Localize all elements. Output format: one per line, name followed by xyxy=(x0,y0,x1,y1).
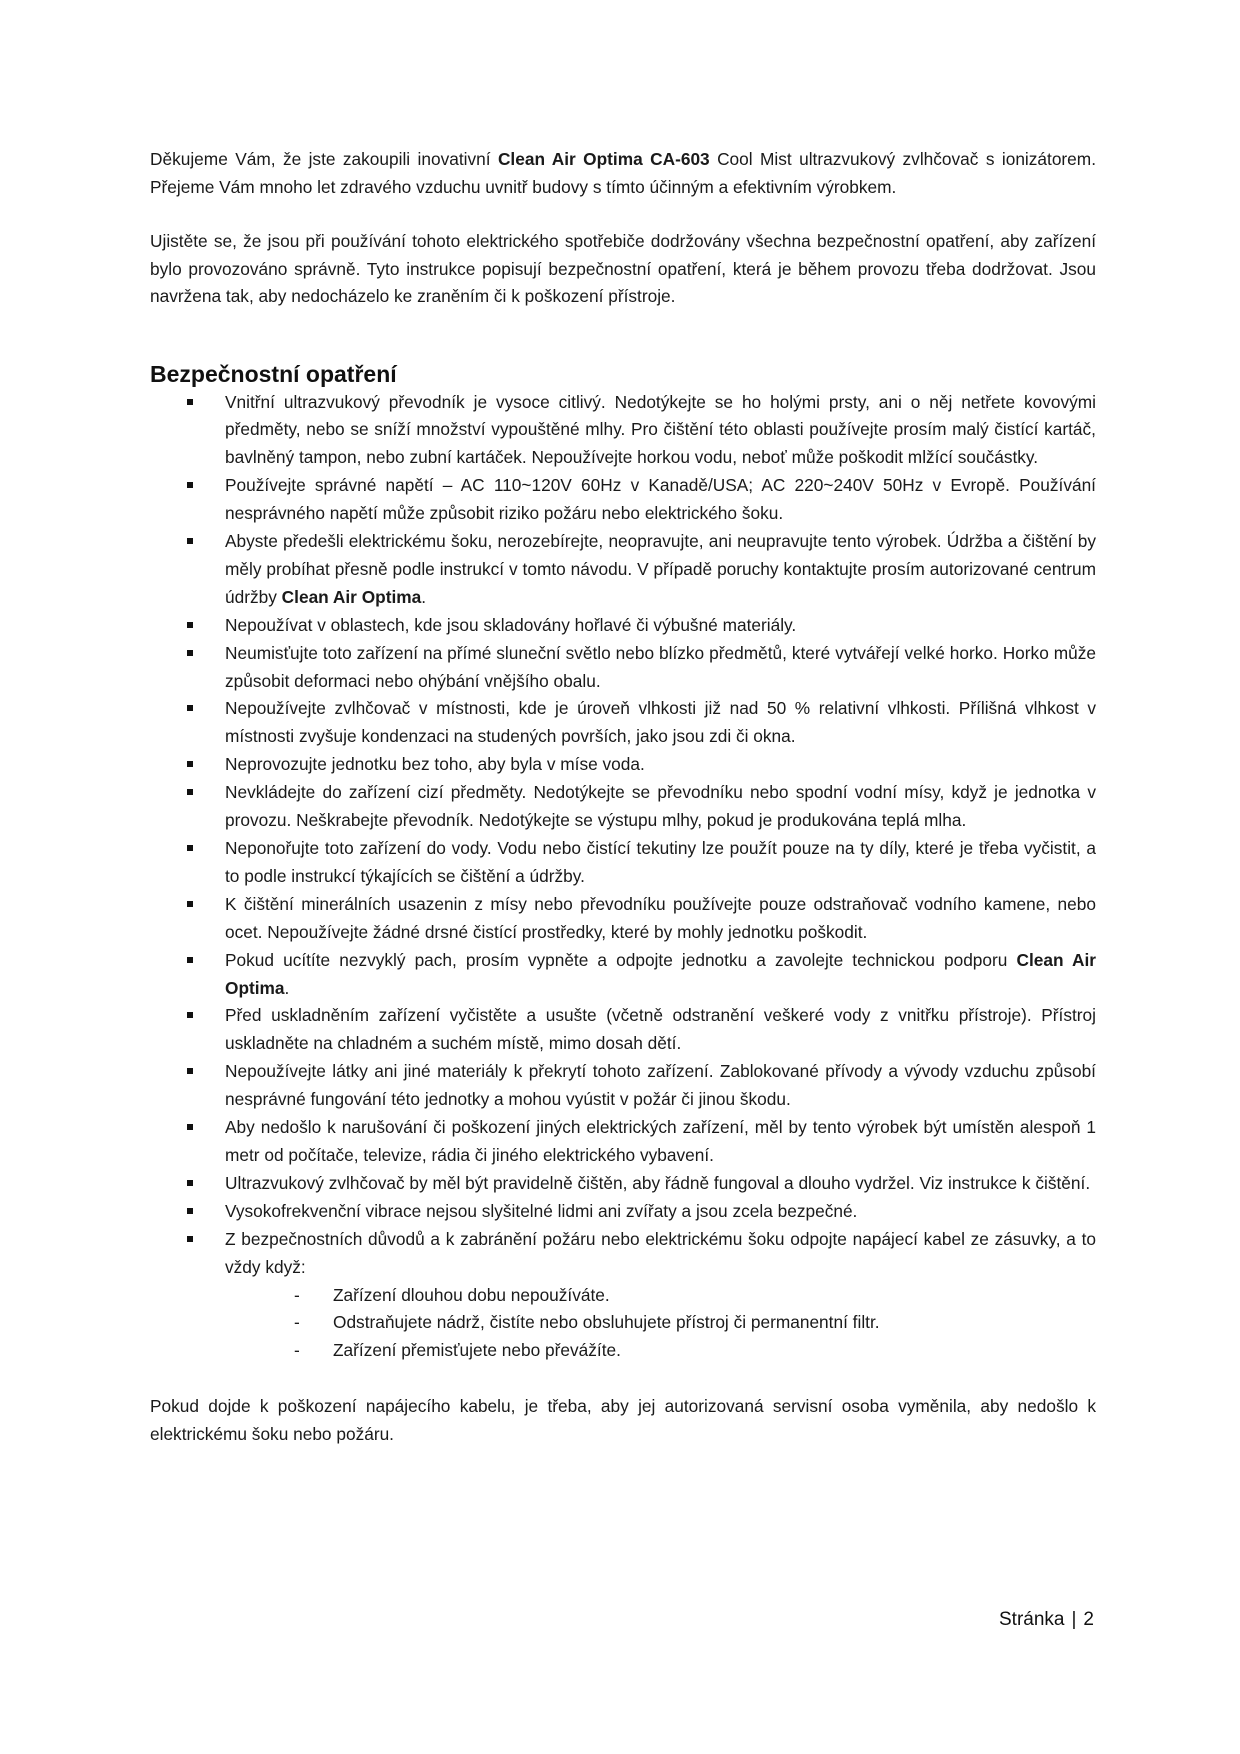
safety-bullet-item xyxy=(150,528,1096,612)
brand-name: Clean Air Optima xyxy=(281,586,422,607)
safety-bullet-item xyxy=(150,891,1096,947)
square-bullet-icon xyxy=(187,1180,193,1186)
square-bullet-icon xyxy=(187,789,193,795)
condition-text: Odstraňujete nádrž, čistíte nebo obsluhujete přístroj či permanentní filtr. xyxy=(333,1312,880,1333)
safety-bullet-item xyxy=(150,389,1096,473)
page-label: Stránka xyxy=(999,1609,1065,1630)
square-bullet-icon xyxy=(187,622,193,628)
safety-bullet-item xyxy=(150,779,1096,835)
safety-bullet-item xyxy=(150,612,1096,640)
bullet-text: Vnitřní ultrazvukový převodník je vysoce citlivý. Nedotýkejte se ho holými prsty, ani o něj netřete kovovými předměty, nebo se sníží množství vypouštěné mlhy. Pro čištění této oblasti používejte prosím malý čistící kartáč, bavlněný tampon, nebo zubní kartáček. Nepoužívejte horkou vodu, neboť může poškodit mlžící součástky. xyxy=(225,391,1096,468)
safety-bullet-item xyxy=(150,751,1096,779)
safety-bullet-item xyxy=(150,695,1096,751)
square-bullet-icon xyxy=(187,705,193,711)
page-footer xyxy=(999,1608,1094,1632)
bullet-text: Z bezpečnostních důvodů a k zabránění požáru nebo elektrickému šoku odpojte napájecí kabel ze zásuvky, a to vždy když: xyxy=(225,1228,1096,1277)
product-name: Clean Air Optima CA-603 xyxy=(497,149,710,169)
unplug-condition-item xyxy=(150,1282,1096,1310)
condition-text: Zařízení přemisťujete nebo převážíte. xyxy=(333,1340,621,1361)
bullet-text: Ultrazvukový zvlhčovač by měl být pravidelně čištěn, aby řádně fungoval a dlouho vydržel. Viz instrukce k čištění. xyxy=(225,1172,1091,1193)
safety-bullet-item xyxy=(150,947,1096,1003)
square-bullet-icon xyxy=(187,845,193,851)
bullet-text: Používejte správné napětí – AC 110~120V 60Hz v Kanadě/USA; AC 220~240V 50Hz v Evropě. Používání nesprávného napětí může způsobit riziko požáru nebo elektrického šoku. xyxy=(225,475,1096,524)
dash-marker: - xyxy=(294,1284,300,1305)
bullet-text: Neprovozujte jednotku bez toho, aby byla v míse voda. xyxy=(225,754,645,775)
safety-bullet-item xyxy=(150,835,1096,891)
bullet-text-end: . xyxy=(284,977,290,998)
square-bullet-icon xyxy=(187,399,193,405)
bullet-text: Abyste předešli elektrickému šoku, nerozebírejte, neopravujte, ani neupravujte tento výrobek. Údržba a čištění by měly probíhat přesně podle instrukcí v tomto návodu. V případě poruchy kontaktujte prosím autorizované centrum údržby xyxy=(225,531,1096,607)
bullet-text: Vysokofrekvenční vibrace nejsou slyšitelné lidmi ani zvířaty a jsou zcela bezpečné. xyxy=(225,1200,858,1221)
intro-paragraph xyxy=(150,146,1096,201)
square-bullet-icon xyxy=(187,1124,193,1130)
closing-paragraph: Pokud dojde k poškození napájecího kabelu, je třeba, aby jej autorizovaná servisní osoba vyměnila, aby nedošlo k elektrickému šoku nebo požáru. xyxy=(150,1396,1096,1444)
bullet-text: Neumisťujte toto zařízení na přímé sluneční světlo nebo blízko předmětů, které vytvářejí velké horko. Horko může způsobit deformaci nebo ohýbání vnějšího obalu. xyxy=(225,642,1096,691)
safety-bullet-item xyxy=(150,1114,1096,1170)
bullet-text: K čištění minerálních usazenin z mísy nebo převodníku používejte pouze odstraňovač vodního kamene, nebo ocet. Nepoužívejte žádné drsné čistící prostředky, které by mohly jednotku poškodit. xyxy=(225,893,1096,942)
section-heading: Bezpečnostní opatření xyxy=(150,360,397,387)
square-bullet-icon xyxy=(187,1068,193,1074)
square-bullet-icon xyxy=(187,901,193,907)
bullet-text: Před uskladněním zařízení vyčistěte a usušte (včetně odstranění veškeré vody z vnitřku přístroje). Přístroj uskladněte na chladném a suchém místě, mimo dosah dětí. xyxy=(225,1005,1096,1054)
safety-bullet-item xyxy=(150,1170,1096,1198)
safety-bullet-item xyxy=(150,1002,1096,1058)
safety-bullet-item xyxy=(150,1198,1096,1226)
unplug-condition-item xyxy=(150,1337,1096,1365)
safety-intro-paragraph: Ujistěte se, že jsou při používání tohoto elektrického spotřebiče dodržovány všechna bezpečnostní opatření, aby zařízení bylo provozováno správně. Tyto instrukce popisují bezpečnostní opatření, která je během provozu třeba dodržovat. Jsou navržena tak, aby nedocházelo ke zraněním či k poškození přístroje. xyxy=(150,231,1096,306)
bullet-text: Pokud ucítíte nezvyklý pach, prosím vypněte a odpojte jednotku a zavolejte technickou podporu xyxy=(225,949,1017,970)
intro-text-start: Děkujeme Vám, že jste zakoupili inovativní xyxy=(150,149,498,169)
safety-bullet-item xyxy=(150,472,1096,528)
safety-bullet-list xyxy=(150,389,1096,1282)
square-bullet-icon xyxy=(187,538,193,544)
unplug-condition-item xyxy=(150,1309,1096,1337)
square-bullet-icon xyxy=(187,957,193,963)
bullet-text-end: . xyxy=(421,586,427,607)
page-content xyxy=(150,146,1096,1448)
bullet-text: Nepoužívejte látky ani jiné materiály k překrytí tohoto zařízení. Zablokované přívody a vývody vzduchu způsobí nesprávné fungování této jednotky a mohou vyústit v požár či jinou škodu. xyxy=(225,1061,1096,1110)
bullet-text: Aby nedošlo k narušování či poškození jiných elektrických zařízení, měl by tento výrobek být umístěn alespoň 1 metr od počítače, televize, rádia či jiného elektrického vybavení. xyxy=(225,1117,1096,1165)
dash-marker: - xyxy=(294,1340,300,1361)
safety-bullet-item xyxy=(150,1226,1096,1282)
safety-bullet-item xyxy=(150,1058,1096,1114)
bullet-text: Nevkládejte do zařízení cizí předměty. Nedotýkejte se převodníku nebo spodní vodní mísy, když je jednotka v provozu. Neškrabejte převodník. Nedotýkejte se výstupu mlhy, pokud je produkována teplá mlha. xyxy=(225,782,1096,831)
brand-name: Clean Air Optima xyxy=(225,949,1096,998)
square-bullet-icon xyxy=(187,650,193,656)
square-bullet-icon xyxy=(187,1012,193,1018)
dash-marker: - xyxy=(294,1312,300,1333)
safety-bullet-item xyxy=(150,640,1096,696)
intro-text-end: Cool Mist ultrazvukový zvlhčovač s ionizátorem. Přejeme Vám mnoho let zdravého vzduchu uvnitř budovy s tímto účinným a efektivním výrobkem. xyxy=(150,149,1096,197)
square-bullet-icon xyxy=(187,761,193,767)
square-bullet-icon xyxy=(187,1208,193,1214)
square-bullet-icon xyxy=(187,1236,193,1242)
condition-text: Zařízení dlouhou dobu nepoužíváte. xyxy=(333,1284,610,1305)
footer-separator: | xyxy=(1071,1609,1077,1630)
square-bullet-icon xyxy=(187,482,193,488)
page-number: 2 xyxy=(1083,1609,1094,1630)
bullet-text: Nepoužívejte zvlhčovač v místnosti, kde je úroveň vlhkosti již nad 50 % relativní vlhkosti. Přílišná vlhkost v místnosti zvyšuje kondenzaci na studených površích, jako jsou zdi či okna. xyxy=(225,698,1096,747)
unplug-conditions-list xyxy=(150,1282,1096,1366)
bullet-text: Neponořujte toto zařízení do vody. Vodu nebo čistící tekutiny lze použít pouze na ty díly, které je třeba vyčistit, a to podle instrukcí týkajících se čištění a údržby. xyxy=(225,838,1096,886)
bullet-text: Nepoužívat v oblastech, kde jsou skladovány hořlavé či výbušné materiály. xyxy=(225,614,797,635)
